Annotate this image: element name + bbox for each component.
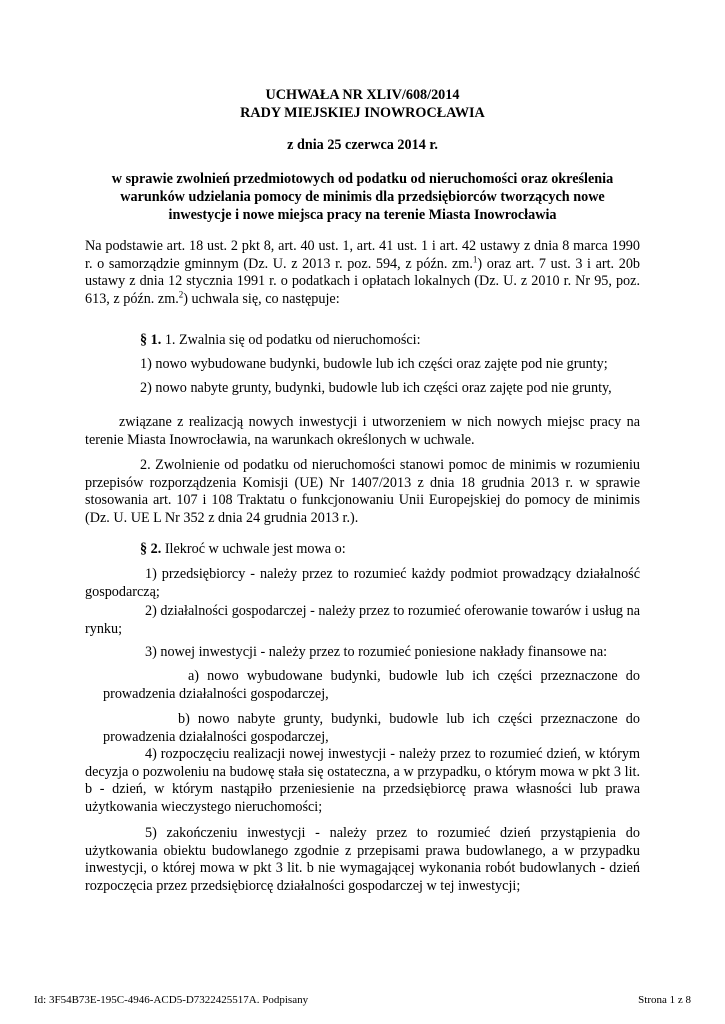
section-1-item-2: 2) nowo nabyte grunty, budynki, budowle lub ich części oraz zajęte pod nie grunty,	[140, 380, 612, 396]
section-1-label: § 1.	[140, 332, 162, 348]
section-2-item-2: 2) działalności gospodarczej - należy przez to rozumieć oferowanie towarów i usług na rynku;	[85, 603, 640, 637]
section-1-paragraph-1	[85, 332, 640, 350]
footnote-ref-1: 1	[472, 253, 478, 264]
footer-page-number: Strona 1 z 8	[638, 994, 691, 1006]
preamble-part-1: Na podstawie art. 18 ust. 2 pkt 8, art. 40 ust. 1, art. 41 ust. 1 i art. 42 ustawy z dnia 8 marca 1990 r. o samorządzie gminnym (Dz. U. z 2013 r. poz. 594, z późn. zm.	[85, 238, 640, 272]
preamble-part-2: ) oraz art. 7 ust. 3 i art. 20b ustawy z dnia 12 stycznia 1991 r. o podatkach i opłatach lokalnych (Dz. U. z 2010 r. Nr 95, poz. 613, z późn. zm.	[85, 255, 641, 307]
footnote-ref-2: 2	[178, 289, 184, 300]
section-1-item-2-cont-text: związane z realizacją nowych inwestycji i utworzeniem w nich nowych miejsc pracy na terenie Miasta Inowrocławia, na warunkach określonych w uchwale.	[85, 414, 640, 448]
title-line-2: RADY MIEJSKIEJ INOWROCŁAWIA	[240, 105, 485, 121]
section-1-paragraph-2: 2. Zwolnienie od podatku od nieruchomości stanowi pomoc de minimis w rozumieniu przepisów rozporządzenia Komisji (UE) Nr 1407/2013 z dnia 18 grudnia 2013 r. w sprawie stosowania art. 107 i 108 Traktatu o funkcjonowaniu Unii Europejskiej do pomocy de minimis (Dz. U. UE L Nr 352 z dnia 24 grudnia 2013 r.).	[85, 457, 640, 526]
preamble	[85, 238, 640, 308]
section-2-label: § 2.	[140, 541, 162, 557]
resolution-title	[0, 86, 725, 122]
footer-document-id: Id: 3F54B73E-195C-4946-ACD5-D7322425517A. Podpisany	[34, 994, 309, 1006]
section-1-p1-text: 1. Zwalnia się od podatku od nieruchomości:	[164, 332, 421, 348]
preamble-part-3: ) uchwala się, co następuje:	[183, 290, 340, 307]
title-line-1: UCHWAŁA NR XLIV/608/2014	[265, 87, 460, 103]
section-2-item-4: 4) rozpoczęciu realizacji nowej inwestycji - należy przez to rozumieć dzień, w którym decyzja o pozwoleniu na budowę stała się ostateczna, a w przypadku, o którym mowa w pkt 3 lit. b - dzień, w którym nastąpiło przeniesienie na przedsiębiorcę prawa własności lub prawa użytkowania wieczystego nieruchomości;	[85, 746, 640, 815]
section-2-item-5: 5) zakończeniu inwestycji - należy przez to rozumieć dzień przystąpienia do użytkowania obiektu budowlanego zgodnie z przepisami prawa budowlanego, a w przypadku inwestycji, o której mowa w pkt 3 lit. b nie wymagającej wykonania robót budowlanych - dzień rozpoczęcia przez przedsiębiorcę działalności gospodarczej w tej inwestycji;	[85, 825, 640, 894]
section-2-intro-text: Ilekroć w uchwale jest mowa o:	[164, 541, 346, 557]
section-2-item-3a: a) nowo wybudowane budynki, budowle lub ich części przeznaczone do prowadzenia działalności gospodarczej,	[103, 668, 640, 702]
resolution-subject: w sprawie zwolnień przedmiotowych od podatku od nieruchomości oraz określenia warunków udzielania pomocy de minimis dla przedsiębiorców tworzących nowe inwestycje i nowe miejsca pracy na terenie Miasta Inowrocławia	[111, 171, 614, 223]
section-2-item-3b: b) nowo nabyte grunty, budynki, budowle lub ich części przeznaczone do prowadzenia działalności gospodarczej,	[103, 711, 640, 745]
section-2-item-1: 1) przedsiębiorcy - należy przez to rozumieć każdy podmiot prowadzący działalność gospodarczą;	[85, 566, 640, 600]
section-2-item-3: 3) nowej inwestycji - należy przez to rozumieć poniesione nakłady finansowe na:	[145, 644, 608, 660]
section-1-item-1: 1) nowo wybudowane budynki, budowle lub ich części oraz zajęte pod nie grunty;	[140, 356, 608, 372]
resolution-date: z dnia 25 czerwca 2014 r.	[287, 137, 438, 153]
section-2-intro	[85, 541, 640, 559]
section-1-item-2-continuation	[85, 414, 640, 449]
